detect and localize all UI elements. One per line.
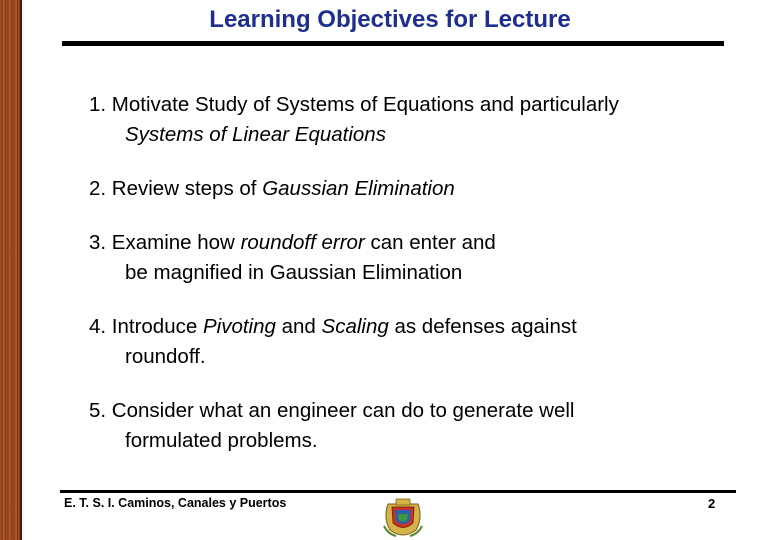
objective-item <box>89 312 739 372</box>
objectives-list <box>89 90 739 480</box>
objective-continuation-line <box>89 120 739 150</box>
objective-text: roundoff. <box>125 345 206 368</box>
slide-title: Learning Objectives for Lecture <box>209 6 571 33</box>
objective-text: and <box>275 315 322 338</box>
objective-line <box>89 312 739 342</box>
emphasized-term: Gaussian Elimination <box>262 177 455 200</box>
objective-text: 3. Examine how <box>89 231 241 254</box>
footer-institution: E. T. S. I. Caminos, Canales y Puertos <box>64 496 287 510</box>
objective-item <box>89 90 739 150</box>
objective-text: be magnified in Gaussian Elimination <box>125 261 463 284</box>
emphasized-term: Scaling <box>321 315 389 338</box>
objective-continuation-line <box>89 258 739 288</box>
university-crest-icon <box>378 496 428 540</box>
emphasized-term: Systems of Linear Equations <box>125 123 386 146</box>
objective-text: 2. Review steps of <box>89 177 263 200</box>
objective-continuation-line <box>89 342 739 372</box>
emphasized-term: Pivoting <box>202 315 276 338</box>
objective-text: 5. Consider what an engineer can do to generate well <box>89 399 575 422</box>
objective-continuation-line <box>89 426 739 456</box>
title-underline <box>62 41 724 46</box>
objective-text: can enter and <box>364 231 496 254</box>
objective-text: 4. Introduce <box>89 315 203 338</box>
objective-item <box>89 174 739 204</box>
objective-line <box>89 174 739 204</box>
emphasized-term: roundoff error <box>240 231 365 254</box>
objective-text: 1. Motivate Study of Systems of Equations and particularly <box>89 93 619 116</box>
objective-item <box>89 396 739 456</box>
footer-divider <box>60 490 736 493</box>
objective-text: as defenses against <box>388 315 577 338</box>
objective-line <box>89 228 739 258</box>
objective-text: formulated problems. <box>125 429 318 452</box>
decorative-sidebar <box>0 0 22 540</box>
page-number: 2 <box>708 496 716 511</box>
objective-item <box>89 228 739 288</box>
objective-line <box>89 90 739 120</box>
objective-line <box>89 396 739 426</box>
